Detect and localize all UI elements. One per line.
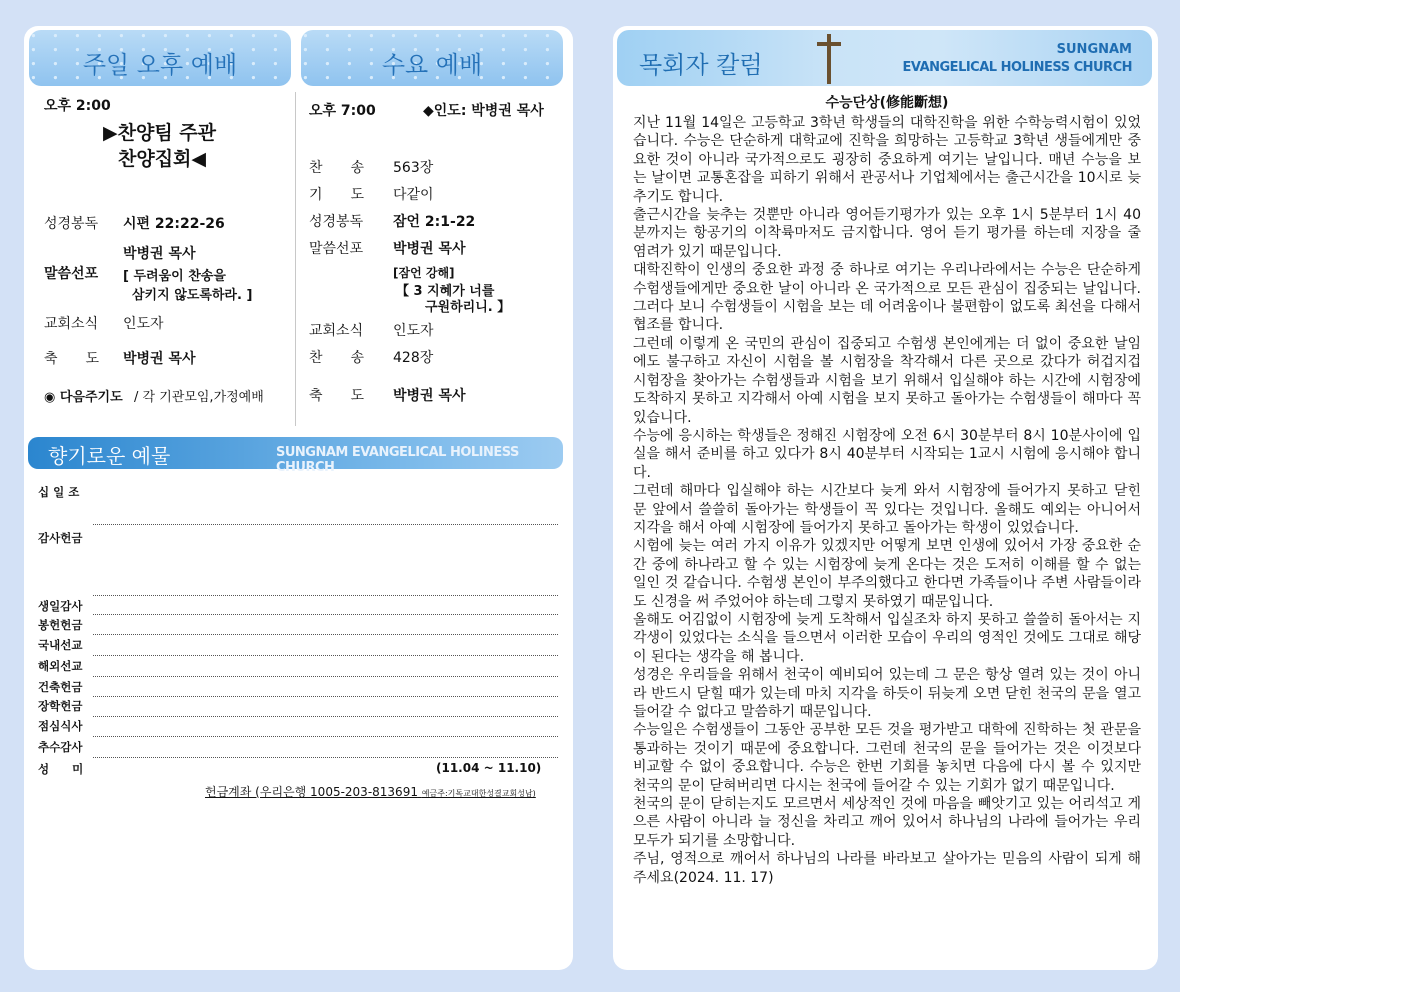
wednesday-time: 오후 7:00 [309, 103, 376, 119]
left-panel [24, 26, 573, 970]
wednesday-row-label: 기 도 [309, 187, 365, 203]
sunday-service-header [29, 30, 291, 86]
column-paragraph: 천국의 문이 닫히는지도 모르면서 세상적인 것에 마음을 빼앗기고 있는 어리석고 게으른 사람이 아니라 늘 정신을 차리고 깨어 있어서 하나님의 나라에 들어가는 우리 모두가 되기를 소망합니다. [633, 796, 1141, 849]
sunday-event-line2: 찬양집회◀ [118, 148, 207, 170]
column-paragraph: 수능에 응시하는 학생들은 정해진 시험장에 오전 6시 30분부터 8시 10분사이에 입실을 해서 준비를 하고 있다가 8시 40분부터 시작되는 1교시 시험에 응시해야 합니다. [633, 427, 1141, 481]
offering-line [93, 757, 558, 758]
offering-label: 생일감사 [38, 599, 83, 613]
column-paragraph: 주님, 영적으로 깨어서 하나님의 나라를 바라보고 살아가는 믿음의 사람이 되게 해 주세요(2024. 11. 17) [633, 851, 1141, 886]
offering-label: 감사헌금 [38, 531, 83, 545]
offering-label: 장학헌금 [38, 699, 83, 713]
church-name-line1: SUNGNAM [1056, 42, 1132, 57]
wednesday-row-label: 찬 송 [309, 160, 365, 176]
offering-line [93, 524, 558, 525]
offering-label: 국내선교 [38, 638, 83, 652]
offering-label: 십 일 조 [38, 485, 80, 499]
offering-label: 해외선교 [38, 659, 83, 673]
column-paragraph: 그런데 이렇게 온 국민의 관심이 집중되고 수험생 본인에게는 더 없이 중요한 날임에도 불구하고 자신이 시험을 볼 시험장을 착각해서 다른 곳으로 갔다가 허겁지겁 시험장을 찾아가는 수험생들과 시험을 보기 위해서 입실해야 하는 시간에 시험장에 도착하지 못하고 지각해서 아예 시험을 보지 못하고 돌아가는 수험생들이 해마다 꼭 있습니다. [633, 335, 1141, 426]
wednesday-row-value: 428장 [393, 350, 434, 366]
offering-period: (11.04 ~ 11.10) [436, 761, 542, 775]
offering-line [93, 676, 558, 677]
wednesday-row-label: 찬 송 [309, 350, 365, 366]
wednesday-row-label: 성경봉독 [309, 214, 364, 230]
sunday-row-value: 삼키지 않도록하라. ] [132, 288, 253, 303]
column-article-title: 수능단상(修能斷想) [825, 95, 949, 111]
offering-label: 건축헌금 [38, 680, 83, 694]
offering-label: 성 미 [38, 762, 84, 776]
wednesday-service-header [301, 30, 563, 86]
wednesday-service-title: 수요 예배 [381, 51, 483, 79]
column-paragraph: 그런데 해마다 입실해야 하는 시간보다 늦게 와서 시험장에 들어가지 못하고 닫힌 문 앞에서 쓸쓸히 돌아가는 학생들이 꼭 있다는 것입니다. 올해도 예외는 아니어서 지각을 해서 아예 시험장에 들어가지 못하고 돌아가는 학생이 있었습니다. [633, 483, 1141, 536]
offering-account-number: 헌금계좌 (우리은행 1005-203-813691 [205, 785, 418, 799]
sunday-row-label: 말씀선포 [44, 266, 99, 282]
sunday-row-label: 축 도 [44, 351, 100, 367]
sunday-event-line1: ▶찬양팀 주관 [103, 122, 216, 144]
sunday-service-title: 주일 오후 예배 [82, 51, 238, 79]
sunday-row-value: 박병권 목사 [123, 351, 196, 367]
offering-account [205, 783, 536, 800]
wednesday-row-label: 교회소식 [309, 323, 364, 339]
sunday-row-value: 시편 22:22-26 [123, 216, 225, 232]
sunday-row-label: 성경봉독 [44, 216, 99, 232]
wednesday-row-value: 인도자 [393, 323, 434, 339]
wednesday-row-value: 구원하리니. 】 [425, 300, 511, 315]
offering-line [93, 634, 558, 635]
column-paragraph: 성경은 우리들을 위해서 천국이 예비되어 있는데 그 문은 항상 열려 있는 것이 아니라 반드시 닫힐 때가 있는데 마치 지각을 하듯이 뒤늦게 오면 닫힌 천국의 문을 열고 들어갈 수 없다고 말씀하기 때문입니다. [633, 667, 1141, 720]
next-prayer-value: / 각 기관모임,가정예배 [134, 390, 264, 405]
sunday-time: 오후 2:00 [44, 98, 111, 114]
cross-icon-bar [817, 42, 841, 46]
offering-label: 추수감사 [38, 740, 83, 754]
wednesday-row-label: 축 도 [309, 388, 365, 404]
column-divider [295, 92, 296, 426]
offering-title: 향기로운 예물 [48, 444, 171, 468]
offering-header [28, 437, 563, 475]
wednesday-row-value: 박병권 목사 [393, 241, 466, 257]
church-name-line2: EVANGELICAL HOLINESS CHURCH [902, 60, 1132, 75]
column-paragraph: 대학진학이 인생의 중요한 과정 중 하나로 여기는 우리나라에서는 수능은 단순하게 수험생들에게만 중요한 날이 아니라 온 국가적으로 모든 관심이 집중되는 날입니다. 그러다 보니 수험생들이 시험을 보는 데 어려움이나 불편함이 없도록 최선을 다해서 협조를 합니다. [633, 262, 1141, 334]
offering-line [93, 655, 558, 656]
pastor-column-title: 목회자 칼럼 [639, 51, 763, 79]
sunday-row-value: 인도자 [123, 316, 164, 332]
sunday-row-label: 교회소식 [44, 316, 99, 332]
wednesday-row-value: 박병권 목사 [393, 388, 466, 404]
offering-account-holder: 예금주:기독교대한성결교회성남) [421, 789, 536, 798]
column-article-body [633, 114, 1141, 887]
column-paragraph: 지난 11월 14일은 고등학교 3학년 학생들의 대학진학을 위한 수학능력시험이 있었습니다. 수능은 단순하게 대학교에 진학을 희망하는 고등학교 3학년 생들에게만 중요한 것이 아니라 국가적으로도 굉장히 중요하게 여기는 날입니다. 매년 수능을 보는 날이면 교통혼잡을 피하기 위해서 관공서나 기업체에서는 출근시간을 10시로 늦추기도 합니다. [633, 115, 1141, 205]
offering-line [93, 696, 558, 697]
offering-label: 점심식사 [38, 719, 83, 733]
column-paragraph: 수능일은 수험생들이 그동안 공부한 모든 것을 평가받고 대학에 진학하는 첫 관문을 통과하는 것이기 때문에 중요합니다. 그런데 천국의 문을 들어가는 것은 이것보다 비교할 수 없이 중요합니다. 수능은 한번 기회를 놓치면 다음에 다시 볼 수 있지만 천국의 문이 닫혀버리면 다시는 천국에 들어갈 수 있는 기회가 없기 때문입니다. [633, 722, 1141, 794]
wednesday-row-value: 【 3 지혜가 너를 [396, 284, 495, 299]
offering-church-name: SUNGNAM EVANGELICAL HOLINESS CHURCH [276, 445, 519, 475]
column-paragraph: 시험에 늦는 여러 가지 이유가 있겠지만 어떻게 보면 인생에 있어서 가장 중요한 순간 중에 하나라고 할 수 있는 시험장에 늦게 온다는 것은 도저히 이해를 할 수 없는 일인 것 같습니다. 수험생 본인이 부주의했다고 한다면 가족들이나 주변 사람들이라도 신경을 써 주었어야 하는데 그렇지 못하였기 때문입니다. [633, 538, 1141, 610]
offering-line [93, 716, 558, 717]
offering-label: 봉헌헌금 [38, 618, 83, 632]
next-prayer-label: ◉ 다음주기도 [44, 390, 123, 405]
wednesday-row-label: 말씀선포 [309, 241, 364, 257]
sunday-row-value: [ 두려움이 찬송을 [123, 269, 226, 284]
offering-line [93, 614, 558, 615]
sunday-row-value: 박병권 목사 [123, 246, 196, 262]
pastor-column-header [617, 30, 1152, 86]
offering-line [93, 736, 558, 737]
column-paragraph: 출근시간을 늦추는 것뿐만 아니라 영어듣기평가가 있는 오후 1시 5분부터 1시 40분까지는 항공기의 이착륙마저도 금지합니다. 영어 듣기 평가를 하는데 지장을 줄 염려가 있기 때문입니다. [633, 207, 1141, 260]
offering-line [93, 595, 558, 596]
wednesday-row-value: 잠언 2:1-22 [393, 214, 476, 230]
wednesday-row-value: [잠언 강해] [393, 266, 455, 280]
wednesday-leader: ◆인도: 박병권 목사 [423, 103, 544, 119]
column-paragraph: 올해도 어김없이 시험장에 늦게 도착해서 입실조차 하지 못하고 쓸쓸히 돌아서는 지각생이 있었다는 소식을 들으면서 이러한 모습이 우리의 영적인 것에도 그대로 해당이 된다는 생각을 해 봅니다. [633, 611, 1141, 665]
wednesday-row-value: 다같이 [393, 187, 434, 203]
wednesday-row-value: 563장 [393, 160, 434, 176]
